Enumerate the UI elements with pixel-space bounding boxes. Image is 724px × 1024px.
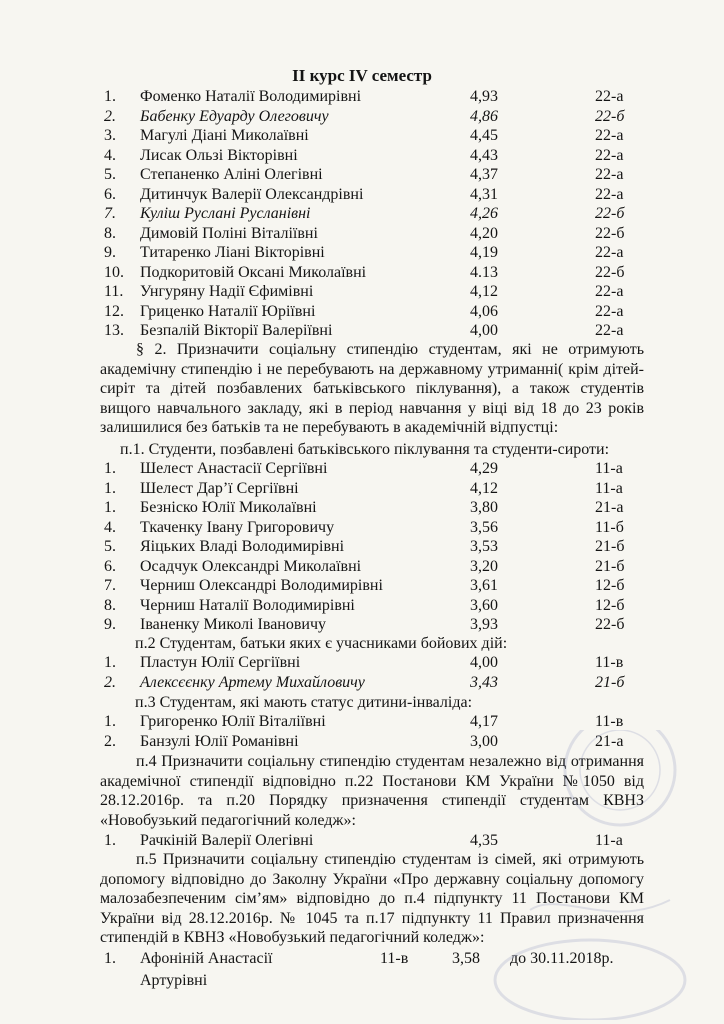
student-group: 22-б (595, 107, 625, 125)
student-score: 3,53 (470, 538, 498, 555)
student-name: Алексєєнку Артему Михайловичу (140, 673, 365, 691)
student-group: 22-а (595, 244, 624, 261)
student-name: Іваненку Миколі Івановичу (140, 616, 327, 633)
student-score: 4,86 (470, 107, 498, 125)
student-score: 3,60 (470, 596, 498, 614)
student-score: 3,61 (470, 577, 498, 594)
list-item (0, 146, 724, 166)
student-group: 11-а (595, 460, 623, 477)
item-number: 10. (104, 263, 124, 281)
student-group: 22-б (595, 224, 625, 242)
student-list-p2 (0, 653, 724, 692)
student-score: 4.13 (470, 263, 498, 281)
section-2-paragraph: § 2. Призначити соціальну стипендію студентам, які не отримують академічну стипендію і не перебувають на державному утриманні( крім дітей-сиріт та дітей позбавлених батьківського піклування), а також студентів вищого навчального закладу, які в період навчання у віці від 18 до 23 років залишилися без батьків та не перебувають в академічній відпустці: (100, 341, 644, 436)
item-number: 4. (104, 518, 116, 536)
student-group: 21-б (595, 538, 625, 555)
list-item (0, 831, 724, 851)
student-list-p4 (0, 831, 724, 851)
student-name: Шелест Анастасії Сергіївні (140, 460, 328, 477)
p1-heading: п.1. Студенти, позбавлені батьківського піклування та студенти-сироти: (120, 441, 610, 458)
student-name: Пластун Юлії Сергіївні (140, 654, 301, 671)
item-number: 13. (104, 322, 124, 339)
item-number: 7. (104, 205, 116, 222)
p2-heading: п.2 Студентам, батьки яких є учасниками бойових дій: (135, 635, 508, 652)
student-score: 4,20 (470, 224, 498, 242)
student-score: 4,35 (470, 832, 498, 849)
list-item (0, 459, 724, 479)
p5-paragraph: п.5 Призначити соціальну стипендію студентам із сімей, які отримують допомогу відповідно до Заколну України «Про державну соціальну допомогу малозабезпеченим сім’ям» відповідно до п.4 підпункту 11 Постанови КМ України від 28.12.2016р. № 1045 та п.17 підпункту 11 Правил призначення стипендій в КВНЗ «Новобузький педагогічний коледж»: (100, 851, 644, 946)
student-group: 11-а (595, 832, 623, 849)
student-name: Ткаченку Івану Григоровичу (140, 518, 335, 536)
student-name: Банзулі Юлії Романівні (140, 732, 299, 750)
student-name: Гриценко Наталії Юріївні (140, 302, 316, 320)
student-score: 4,37 (470, 166, 498, 183)
item-number: 8. (104, 224, 116, 242)
item-number: 1. (104, 950, 116, 967)
student-name-line2: Артурівні (140, 971, 208, 989)
student-list-p1 (0, 459, 724, 635)
list-item (0, 224, 724, 244)
student-score: 4,93 (470, 88, 498, 105)
item-number: 1. (104, 460, 116, 477)
list-item-continuation (0, 971, 724, 991)
list-item (0, 615, 724, 635)
student-name: Безпалій Вікторії Валеріївні (140, 322, 333, 339)
student-group: 21-а (595, 732, 624, 750)
student-name: Подкоритовій Оксані Миколаївні (140, 263, 367, 281)
item-number: 11. (104, 283, 124, 300)
list-item (0, 87, 724, 107)
student-name: Григоренко Юлії Віталіївні (140, 713, 326, 730)
item-number: 1. (104, 499, 116, 516)
student-group: 21-б (595, 673, 625, 691)
student-name: Куліш Руслані Русланівні (140, 205, 311, 222)
student-name: Черниш Наталії Володимирівні (140, 596, 355, 614)
list-item (0, 557, 724, 577)
student-group: 22-а (595, 146, 624, 164)
student-list-course2 (0, 87, 724, 341)
list-item (0, 653, 724, 673)
student-name: Черниш Олександрі Володимирівні (140, 577, 383, 594)
student-score: 3,93 (470, 616, 498, 633)
student-name: Лисак Ользі Вікторівні (140, 146, 298, 164)
item-number: 5. (104, 538, 116, 555)
list-item (0, 243, 724, 263)
student-score: 3,80 (470, 499, 498, 516)
student-group: 11-а (595, 479, 623, 497)
student-score: 4,31 (470, 185, 498, 203)
list-item (0, 732, 724, 752)
student-score: 4,29 (470, 460, 498, 477)
p3-heading: п.3 Студентам, які мають статус дитини-інваліда: (135, 694, 473, 711)
student-score: 3,43 (470, 673, 498, 691)
item-number: 7. (104, 577, 116, 594)
list-item (0, 126, 724, 146)
student-score: 4,00 (470, 322, 498, 339)
p4-paragraph: п.4 Призначити соціальну стипендію студентам незалежно від отримання академічної стипендії відповідно п.22 Постанови КМ України №1050 від 28.12.2016р. та п.20 Порядку призначення стипендії студентам КВНЗ «Новобузький педагогічний коледж»: (100, 753, 644, 829)
list-item (0, 498, 724, 518)
student-list-p3 (0, 712, 724, 751)
item-number: 6. (104, 185, 116, 203)
student-score: 4,17 (470, 713, 498, 730)
item-number: 9. (104, 616, 116, 633)
item-number: 3. (104, 127, 116, 144)
student-score: 4,43 (470, 146, 498, 164)
student-group: 12-б (595, 596, 625, 614)
student-group: 22-а (595, 127, 624, 144)
student-group: 22-б (595, 205, 625, 222)
student-group: 22-а (595, 88, 624, 105)
list-item (0, 263, 724, 283)
student-score: 4,12 (470, 283, 498, 300)
student-group: 22-б (595, 263, 625, 281)
student-name: Яіцьких Владі Володимирівні (140, 538, 345, 555)
student-name: Осадчук Олександрі Миколаївні (140, 557, 362, 575)
student-name: Магулі Діані Миколаївні (140, 127, 309, 144)
list-item (0, 479, 724, 499)
student-name: Унгуряну Надії Єфимівні (140, 283, 314, 300)
student-group: 12-б (595, 577, 625, 594)
list-item (0, 302, 724, 322)
item-number: 1. (104, 713, 116, 730)
item-number: 1. (104, 654, 116, 671)
student-group: 22-а (595, 283, 624, 300)
list-item (0, 204, 724, 224)
student-group: 11-в (595, 713, 624, 730)
item-number: 1. (104, 88, 116, 105)
student-score: 4,45 (470, 127, 498, 144)
list-item (0, 576, 724, 596)
student-name: Степаненко Аліні Олегівні (140, 166, 323, 183)
student-name: Шелест Дар’ї Сергіївні (140, 479, 299, 497)
student-score: 3,00 (470, 732, 498, 750)
student-group: 22-а (595, 185, 624, 203)
list-item (0, 537, 724, 557)
student-score: 4,19 (470, 244, 498, 261)
item-number: 5. (104, 166, 116, 183)
student-score: 4,00 (470, 654, 498, 671)
item-number: 1. (104, 832, 116, 849)
item-number: 2. (104, 673, 116, 691)
page-title: ІІ курс IV семестр (292, 66, 432, 85)
payment-until: до 30.11.2018р. (510, 950, 614, 967)
student-score: 3,58 (452, 950, 480, 967)
item-number: 9. (104, 244, 116, 261)
student-score: 3,20 (470, 557, 498, 575)
list-item (0, 712, 724, 732)
list-item (0, 107, 724, 127)
student-score: 3,56 (470, 518, 498, 536)
list-item (0, 165, 724, 185)
student-group: 11-в (380, 950, 409, 967)
item-number: 12. (104, 302, 124, 320)
list-item (0, 949, 724, 969)
student-group: 11-б (595, 518, 624, 536)
student-name: Димовій Поліні Віталіївні (140, 224, 318, 242)
student-score: 4,26 (470, 205, 498, 222)
item-number: 2. (104, 732, 116, 750)
student-name: Титаренко Ліані Вікторівні (140, 244, 325, 261)
list-item (0, 673, 724, 693)
student-group: 21-а (595, 499, 624, 516)
item-number: 1. (104, 479, 116, 497)
student-name: Безніско Юлії Миколаївні (140, 499, 317, 516)
student-name: Афоніній Анастасії (140, 950, 273, 967)
student-name: Рачкіній Валерії Олегівні (140, 832, 314, 849)
student-group: 22-а (595, 322, 624, 339)
student-name: Дитинчук Валерії Олександрівні (140, 185, 364, 203)
student-group: 22-а (595, 166, 624, 183)
item-number: 6. (104, 557, 116, 575)
list-item (0, 282, 724, 302)
item-number: 4. (104, 146, 116, 164)
student-group: 11-в (595, 654, 624, 671)
student-list-p5 (0, 949, 724, 990)
item-number: 2. (104, 107, 116, 125)
student-name: Фоменко Наталії Володимирівні (140, 88, 362, 105)
student-score: 4,06 (470, 302, 498, 320)
item-number: 8. (104, 596, 116, 614)
student-name: Бабенку Едуарду Олеговичу (140, 107, 329, 125)
list-item (0, 596, 724, 616)
list-item (0, 518, 724, 538)
list-item (0, 321, 724, 341)
student-group: 22-б (595, 616, 625, 633)
student-group: 21-б (595, 557, 625, 575)
list-item (0, 185, 724, 205)
student-score: 4,12 (470, 479, 498, 497)
student-group: 22-а (595, 302, 624, 320)
